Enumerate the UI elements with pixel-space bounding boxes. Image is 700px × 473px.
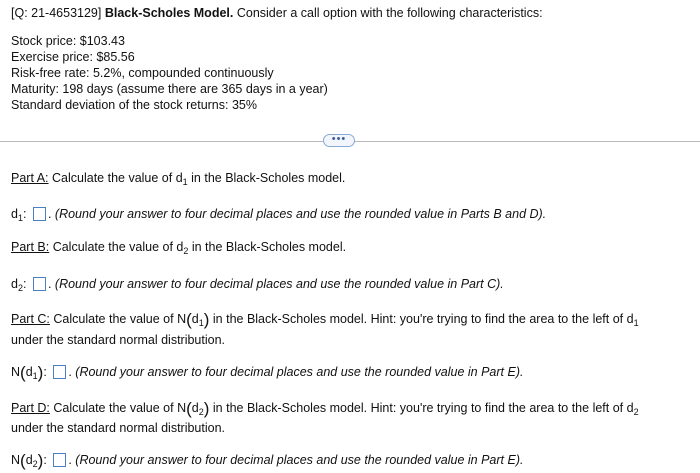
part-c-hint: (Round your answer to four decimal places and use the rounded value in Part E). bbox=[75, 365, 524, 379]
part-b-answer-row: $d_2$: . (Round your answer to four decimal places and use the rounded value in Part C). bbox=[11, 277, 504, 293]
stock-price: Stock price: $103.43 bbox=[11, 34, 125, 48]
part-c-label: Part C: bbox=[11, 312, 50, 326]
question-id: [Q: 21-4653129] bbox=[11, 6, 102, 20]
part-d-hint: (Round your answer to four decimal places and use the rounded value in Part E). bbox=[75, 453, 524, 467]
part-b-hint: (Round your answer to four decimal places and use the rounded value in Part C). bbox=[54, 277, 504, 291]
d1-answer-input[interactable] bbox=[33, 207, 46, 221]
part-a-hint: (Round your answer to four decimal places and use the rounded value in Parts B and D). bbox=[54, 207, 547, 221]
part-a-question: Part A: Calculate the value of $d_1$ in the Black-Scholes model. bbox=[11, 171, 346, 187]
part-c-answer-row: $N(d_1)$: . (Round your answer to four decimal places and use the rounded value in Part E). bbox=[11, 363, 524, 382]
n-d2-answer-input[interactable] bbox=[53, 453, 66, 467]
risk-free-rate: Risk-free rate: 5.2%, compounded continuously bbox=[11, 66, 274, 80]
part-c-line2: under the standard normal distribution. bbox=[11, 333, 226, 347]
part-d-answer-row: $N(d_2)$: . (Round your answer to four decimal places and use the rounded value in Part E). bbox=[11, 451, 524, 470]
std-deviation: Standard deviation of the stock returns: 35% bbox=[11, 98, 257, 112]
question-header bbox=[11, 6, 543, 20]
exercise-price: Exercise price: $85.56 bbox=[11, 50, 135, 64]
part-d-label: Part D: bbox=[11, 401, 50, 415]
question-intro: Consider a call option with the following characteristics: bbox=[236, 6, 543, 20]
part-d-question: Part D: Calculate the value of $N(d_2)$ in the Black-Scholes model. Hint: you're trying to find the area to the left of $d_2$ bbox=[11, 399, 639, 418]
d2-answer-input[interactable] bbox=[33, 277, 46, 291]
question-title: Black-Scholes Model. bbox=[104, 6, 234, 20]
maturity: Maturity: 198 days (assume there are 365 days in a year) bbox=[11, 82, 328, 96]
part-b-question: Part B: Calculate the value of $d_2$ in the Black-Scholes model. bbox=[11, 240, 347, 256]
n-d1-answer-input[interactable] bbox=[53, 365, 66, 379]
part-a-answer-row: $d_1$: . (Round your answer to four decimal places and use the rounded value in Parts B and D). bbox=[11, 207, 547, 223]
part-d-line2: under the standard normal distribution. bbox=[11, 421, 226, 435]
part-c-question: Part C: Calculate the value of $N(d_1)$ in the Black-Scholes model. Hint: you're trying to find the area to the left of $d_1$ bbox=[11, 310, 639, 329]
part-a-label: Part A: bbox=[11, 171, 49, 185]
more-button[interactable]: ••• bbox=[323, 134, 355, 147]
part-b-label: Part B: bbox=[11, 240, 50, 254]
